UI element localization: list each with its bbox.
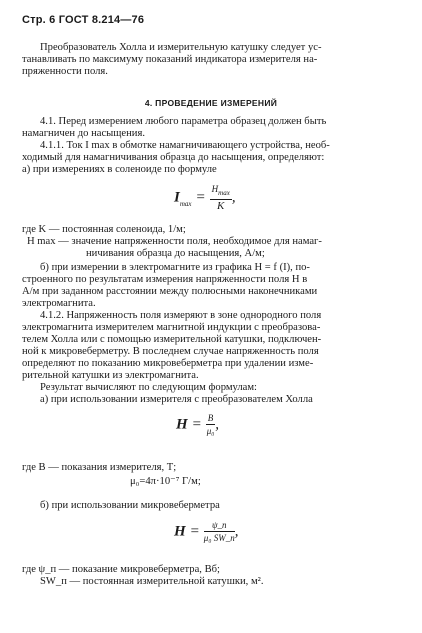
page-header: Стр. 6 ГОСТ 8.214—76	[22, 14, 145, 26]
pb-line-4: электромагнита.	[22, 298, 96, 309]
formula-h-hall-num: B	[207, 413, 214, 423]
p411-line-1: 4.1.1. Ток I max в обмотке намагничивающего устройства, необ-	[40, 140, 330, 151]
p41-line-2: намагничен до насыщения.	[22, 128, 145, 139]
formula-imax-lhs-sub: max	[179, 199, 192, 208]
formula-h-hall-lhs: H	[176, 416, 188, 433]
where2-line: где B — показания измерителя, Т;	[22, 462, 177, 473]
result-line-2: а) при использовании измерителя с преобразователем Холла	[40, 394, 313, 405]
where3-line-2: SW_п — постоянная измерительной катушки, м².	[40, 576, 264, 587]
p411-line-2: ходимый для намагничивания образца до насыщения, определяют:	[22, 152, 325, 163]
formula-imax: $I_{max}$ = $\frac{H_{max}}{K}$ ,	[174, 184, 236, 212]
pb-line-2: строенного по результатам измерения напряженности поля H в	[22, 274, 308, 285]
p412-line-5: определяют по показанию микровеберметра при удалении изме-	[22, 358, 314, 369]
result-line-1: Результат вычисляют по следующим формулам:	[40, 382, 257, 393]
formula-imax-lhs: I	[174, 189, 180, 206]
where3-line-1: где ψ_п — показание микровеберметра, Вб;	[22, 564, 220, 575]
p412-line-6: рительной катушки из электромагнита.	[22, 370, 199, 381]
formula-h-weber-lhs: H	[174, 523, 186, 540]
formula-h-hall-den: μ₀	[206, 426, 215, 436]
p411-line-3: а) при измерениях в соленоиде по формуле	[22, 164, 217, 175]
formula-h-weber-den: μ₀ SW_п	[203, 533, 235, 543]
p412-line-4: ной к микровеберметру. В последнем случае напряженность поля	[22, 346, 319, 357]
formula-h-weber: H = $\frac{\psi\_п}{\text{μ₀ SW\_п}}$ ,	[174, 520, 239, 543]
pb2-line: б) при использовании микровеберметра	[40, 500, 220, 511]
formula-imax-num: H	[211, 184, 219, 194]
p412-line-2: электромагнита измерителем магнитной индукции с преобразова-	[22, 322, 321, 333]
formula-h-hall: H = $\frac{B}{\text{μ₀}}$ ,	[176, 413, 220, 436]
p41-line-1: 4.1. Перед измерением любого параметра образец должен быть	[40, 116, 327, 127]
formula-h-weber-num: ψ_п	[204, 520, 235, 532]
intro-line-2: танавливать по максимуму показаний индикатора измерителя на-	[22, 54, 318, 65]
where1-line-1: где K — постоянная соленоида, 1/м;	[22, 224, 186, 235]
formula-imax-den: K	[217, 199, 225, 212]
pb-line-3: А/м при заданном расстоянии между полюсными наконечниками	[22, 286, 318, 297]
where1-line-2: H max — значение напряженности поля, необходимое для намаг-	[27, 236, 322, 247]
intro-line-1: Преобразователь Холла и измерительную катушку следует ус-	[40, 42, 322, 53]
p412-line-3: телем Холла или с помощью измерительной катушки, подключен-	[22, 334, 322, 345]
where1-line-3: ничивания образца до насыщения, А/м;	[86, 248, 265, 259]
mu0-constant: μ₀=4π·10⁻⁷ Г/м;	[130, 476, 201, 487]
pb-line-1: б) при измерении в электромагните из графика H = f (I), по-	[40, 262, 310, 273]
p412-line-1: 4.1.2. Напряженность поля измеряют в зоне однородного поля	[40, 310, 322, 321]
intro-line-3: пряженности поля.	[22, 66, 108, 77]
section-title: 4. ПРОВЕДЕНИЕ ИЗМЕРЕНИЙ	[144, 98, 278, 108]
formula-imax-num-sub: max	[218, 188, 230, 197]
